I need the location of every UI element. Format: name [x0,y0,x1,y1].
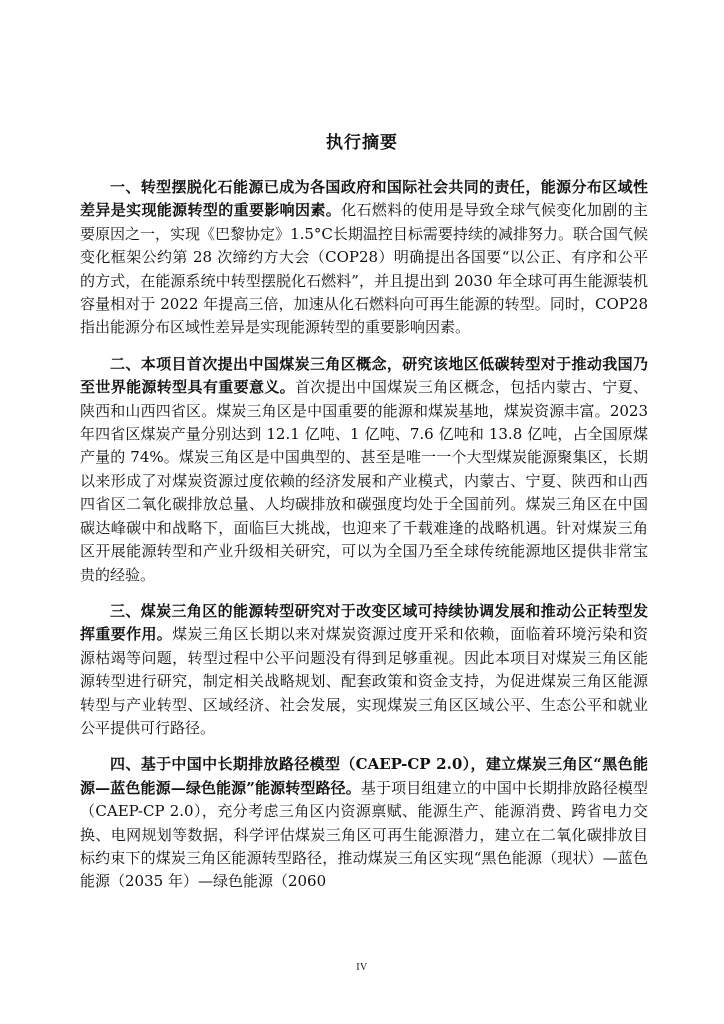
paragraph-text: 煤炭三角区长期以来对煤炭资源过度开采和依赖，面临着环境污染和资源枯竭等问题，转型过程中公平问题没有得到足够重视。因此本项目对煤炭三角区能源转型进行研究，制定相关战略规划、配套政策和资金支持，为促进煤炭三角区能源转型与产业转型、区域经济、社会发展，实现煤炭三角区区域公平、生态公平和就业公平提供可行路径。 [80,625,648,737]
paragraph-lead: 三、煤炭三角区的能源转型研究对于改变区域可持续协调发展和推动公正转型发挥重要作用。 [80,601,648,644]
paragraph-lead: 四、基于中国中长期排放路径模型（CAEP-CP 2.0），建立煤炭三角区“黑色能源—蓝色能源—绿色能源”能源转型路径。 [80,755,648,797]
paragraph-4 [80,753,648,893]
page-number: IV [356,962,368,973]
paragraph-lead: 一、转型摆脱化石能源已成为各国政府和国际社会共同的责任，能源分布区域性差异是实现能源转型的重要影响因素。 [80,178,648,220]
paragraph-lead: 二、本项目首次提出中国煤炭三角区概念，研究该地区低碳转型对于推动我国乃至世界能源转型具有重要意义。 [80,354,648,397]
summary-body [80,176,648,907]
paragraph-text: 首次提出中国煤炭三角区概念，包括内蒙古、宁夏、陕西和山西四省区。煤炭三角区是中国重要的能源和煤炭基地，煤炭资源丰富。2023 年四省区煤炭产量分别达到 12.1 亿吨、1 亿吨、7.6 亿吨和 13.8 亿吨，占全国原煤产量的 74%。煤炭三角区是中国典型的、甚至是唯一一个大型煤炭能源聚集区，长期以来形成了对煤炭资源过度依赖的经济发展和产业模式，内蒙古、宁夏、陕西和山西四省区二氧化碳排放总量、人均碳排放和碳强度均处于全国前列。煤炭三角区在中国碳达峰碳中和战略下，面临巨大挑战，也迎来了千载难逢的战略机遇。针对煤炭三角区开展能源转型和产业升级相关研究，可以为全国乃至全球传统能源地区提供非常宝贵的经验。 [80,378,648,584]
paragraph-1 [80,176,648,340]
paragraph-text: 基于项目组建立的中国中长期排放路径模型（CAEP-CP 2.0），充分考虑三角区内资源禀赋、能源生产、能源消费、跨省电力交换、电网规划等数据，科学评估煤炭三角区可再生能源潜力，建立在二氧化碳排放目标约束下的煤炭三角区能源转型路径，推动煤炭三角区实现“黑色能源（现状）—蓝色能源（2035 年）—绿色能源（2060 [80,778,648,891]
page-title: 执行摘要 [326,133,398,153]
paragraph-3 [80,600,648,740]
paragraph-text: 化石燃料的使用是导致全球气候变化加剧的主要原因之一，实现《巴黎协定》1.5°C长期温控目标需要持续的减排努力。联合国气候变化框架公约第 28 次缔约方大会（COP28）明确提出各国要“以公正、有序和公平的方式，在能源系统中转型摆脱化石燃料”，并且提出到 2030 年全球可再生能源装机容量相对于 2022 年提高三倍，加速从化石燃料向可再生能源的转型。同时，COP28 指出能源分布区域性差异是实现能源转型的重要影响因素。 [80,201,648,337]
paragraph-2 [80,353,648,587]
